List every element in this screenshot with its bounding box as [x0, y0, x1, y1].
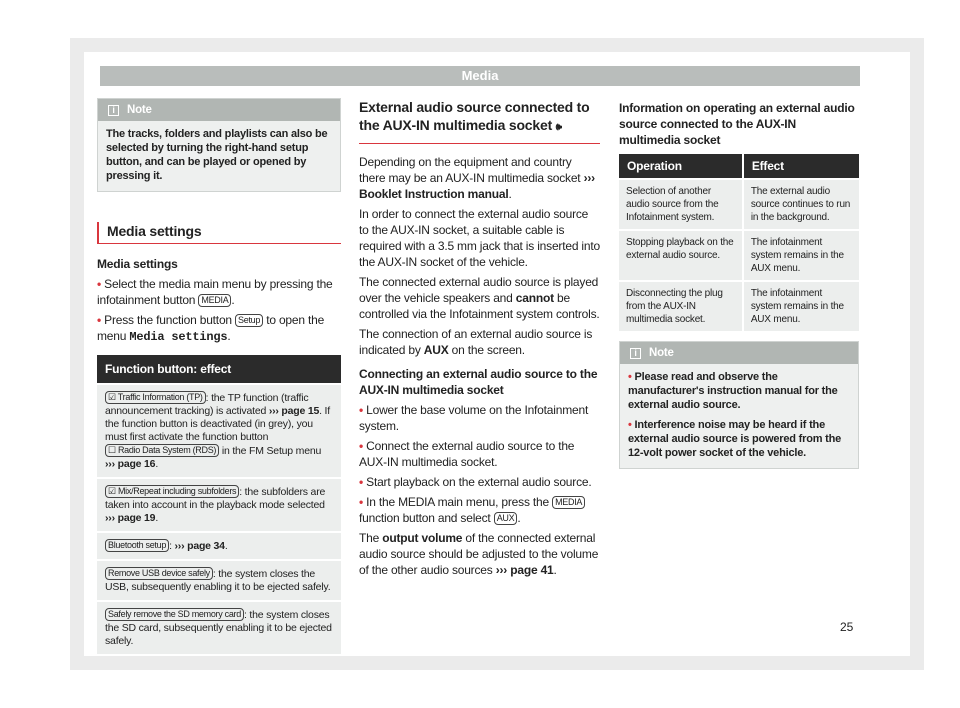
- function-button-label: MEDIA: [198, 294, 231, 307]
- function-button-label: Bluetooth setup: [105, 539, 169, 552]
- text: on the screen.: [448, 343, 525, 357]
- paragraph: [359, 274, 600, 322]
- text: Press the function button: [104, 313, 236, 327]
- table-row: [619, 178, 859, 229]
- aux-sound-icon: 🕪: [555, 122, 562, 133]
- function-button-label: ☑ Traffic Information (TP): [105, 391, 206, 404]
- column-header: Effect: [744, 154, 859, 178]
- table-cell: The infotainment system remains in the AUX menu.: [744, 229, 859, 280]
- menu-name: Media settings: [129, 330, 228, 344]
- function-button-label: ☐ Radio Data System (RDS): [105, 444, 219, 457]
- page-reference[interactable]: ››› page 34: [174, 540, 225, 552]
- text: .: [155, 512, 159, 524]
- table-row: [619, 229, 859, 280]
- note-title: Note: [127, 104, 152, 116]
- bullet-item: [359, 494, 600, 526]
- info-icon: i: [108, 105, 119, 116]
- note-box: [97, 98, 341, 192]
- table-row: [97, 559, 341, 600]
- text: Lower the base volume on the Infotainment system.: [359, 403, 589, 433]
- text: in the FM Setup menu: [219, 445, 322, 457]
- page-reference[interactable]: ››› page 19: [105, 512, 156, 524]
- bullet-item: [359, 438, 600, 470]
- bullet-item: [97, 312, 341, 345]
- page-reference[interactable]: ››› page 41: [495, 563, 554, 577]
- page-reference[interactable]: ››› page 15: [268, 405, 320, 417]
- section-title: Media settings: [97, 222, 341, 244]
- table-row: [97, 383, 341, 477]
- table-cell: The infotainment system remains in the AUX menu.: [744, 280, 859, 331]
- text: : the subfolders are taken into account in the playback mode selected: [105, 486, 326, 511]
- running-header: Media: [100, 66, 860, 86]
- text: : the system closes the USB, subsequently enabling it to be ejected safely.: [105, 568, 331, 593]
- text: Select the media main menu by pressing the infotainment button: [97, 277, 333, 307]
- function-button-label: ☑ Mix/Repeat including subfolders: [105, 485, 239, 498]
- middle-column: [359, 98, 600, 578]
- table-row: [619, 280, 859, 331]
- table-cell: Stopping playback on the external audio source.: [619, 229, 744, 280]
- text: : the system closes the SD card, subsequently enabling it to be ejected safely.: [105, 609, 332, 647]
- text: of the connected external audio source should be adjusted to the volume of the other audio sources: [359, 531, 599, 577]
- function-table: [97, 355, 341, 654]
- text: Depending on the equipment and country there may be an AUX-IN multimedia socket: [359, 155, 584, 185]
- table-cell: Selection of another audio source from the Infotainment system.: [619, 178, 744, 229]
- text: .: [517, 511, 521, 525]
- text: Start playback on the external audio source.: [366, 475, 592, 489]
- table-row: [97, 477, 341, 531]
- text: .: [231, 293, 235, 307]
- note-title: Note: [649, 347, 674, 359]
- column-header: Operation: [619, 154, 744, 178]
- text: : the TP function (traffic announcement tracking) is activated: [105, 392, 309, 417]
- text: .: [155, 458, 159, 470]
- text: be controlled via the Infotainment system controls.: [359, 291, 600, 321]
- note-box: [619, 341, 859, 469]
- bold-text: cannot: [515, 291, 554, 305]
- operation-table: [619, 154, 859, 331]
- text: function button and select: [359, 511, 494, 525]
- heading: Information on operating an external audio source connected to the AUX-IN multimedia socket: [619, 101, 855, 147]
- paragraph: [359, 326, 600, 358]
- paragraph: [359, 206, 600, 270]
- function-button-label: MEDIA: [552, 496, 585, 509]
- function-button-label: Remove USB device safely: [105, 567, 213, 580]
- function-button-label: Setup: [235, 314, 263, 327]
- text: to open the menu: [97, 313, 325, 343]
- subheading: Connecting an external audio source to the AUX-IN multimedia socket: [359, 367, 598, 397]
- bold-text: AUX: [423, 343, 449, 357]
- text: The: [359, 531, 383, 545]
- note-item: • Please read and observe the manufacturer's instruction manual for the external audio source.: [628, 370, 850, 412]
- text: :: [169, 540, 175, 552]
- table-header: Function button: effect: [97, 355, 341, 383]
- text: The connection of an external audio source is indicated by: [359, 327, 593, 357]
- bullet-item: [359, 474, 600, 490]
- info-icon: i: [630, 348, 641, 359]
- text: .: [224, 540, 228, 552]
- note-item: • Interference noise may be heard if the external audio source is powered from the 12-volt power socket of the vehicle.: [628, 418, 850, 460]
- section-title: External audio source connected to the AUX-IN multimedia socket: [359, 99, 590, 133]
- note-body: The tracks, folders and playlists can also be selected by turning the right-hand setup button, and can be played or opened by pressing it.: [106, 128, 328, 182]
- function-button-label: Safely remove the SD memory card: [105, 608, 244, 621]
- text: Connect the external audio source to the AUX-IN multimedia socket.: [359, 439, 575, 469]
- function-button-label: AUX: [494, 512, 518, 525]
- text: . If the function button is deactivated (in grey), you must first activate the function button: [105, 405, 330, 443]
- table-cell: Disconnecting the plug from the AUX-IN multimedia socket.: [619, 280, 744, 331]
- page-reference[interactable]: ››› Booklet Instruction manual: [359, 171, 595, 201]
- text: .: [508, 187, 512, 201]
- page-number: 25: [840, 620, 854, 634]
- paragraph: [359, 154, 600, 202]
- text: .: [227, 329, 231, 343]
- table-row: [97, 600, 341, 654]
- text: The connected external audio source is played over the vehicle speakers and: [359, 275, 599, 305]
- text: .: [553, 563, 557, 577]
- paragraph: [359, 530, 600, 578]
- text: In order to connect the external audio source to the AUX-IN socket, a suitable cable is required with a 3.5 mm jack that is inserted into the AUX-IN socket of the vehicle.: [359, 207, 600, 269]
- right-column: [619, 100, 859, 469]
- table-row: [97, 531, 341, 559]
- bold-text: output volume: [382, 531, 463, 545]
- page-reference[interactable]: ››› page 16: [105, 458, 156, 470]
- bullet-item: [359, 402, 600, 434]
- text: In the MEDIA main menu, press the: [366, 495, 553, 509]
- subheading: Media settings: [97, 257, 178, 271]
- table-cell: The external audio source continues to run in the background.: [744, 178, 859, 229]
- bullet-item: [97, 276, 341, 308]
- left-column: [97, 98, 341, 654]
